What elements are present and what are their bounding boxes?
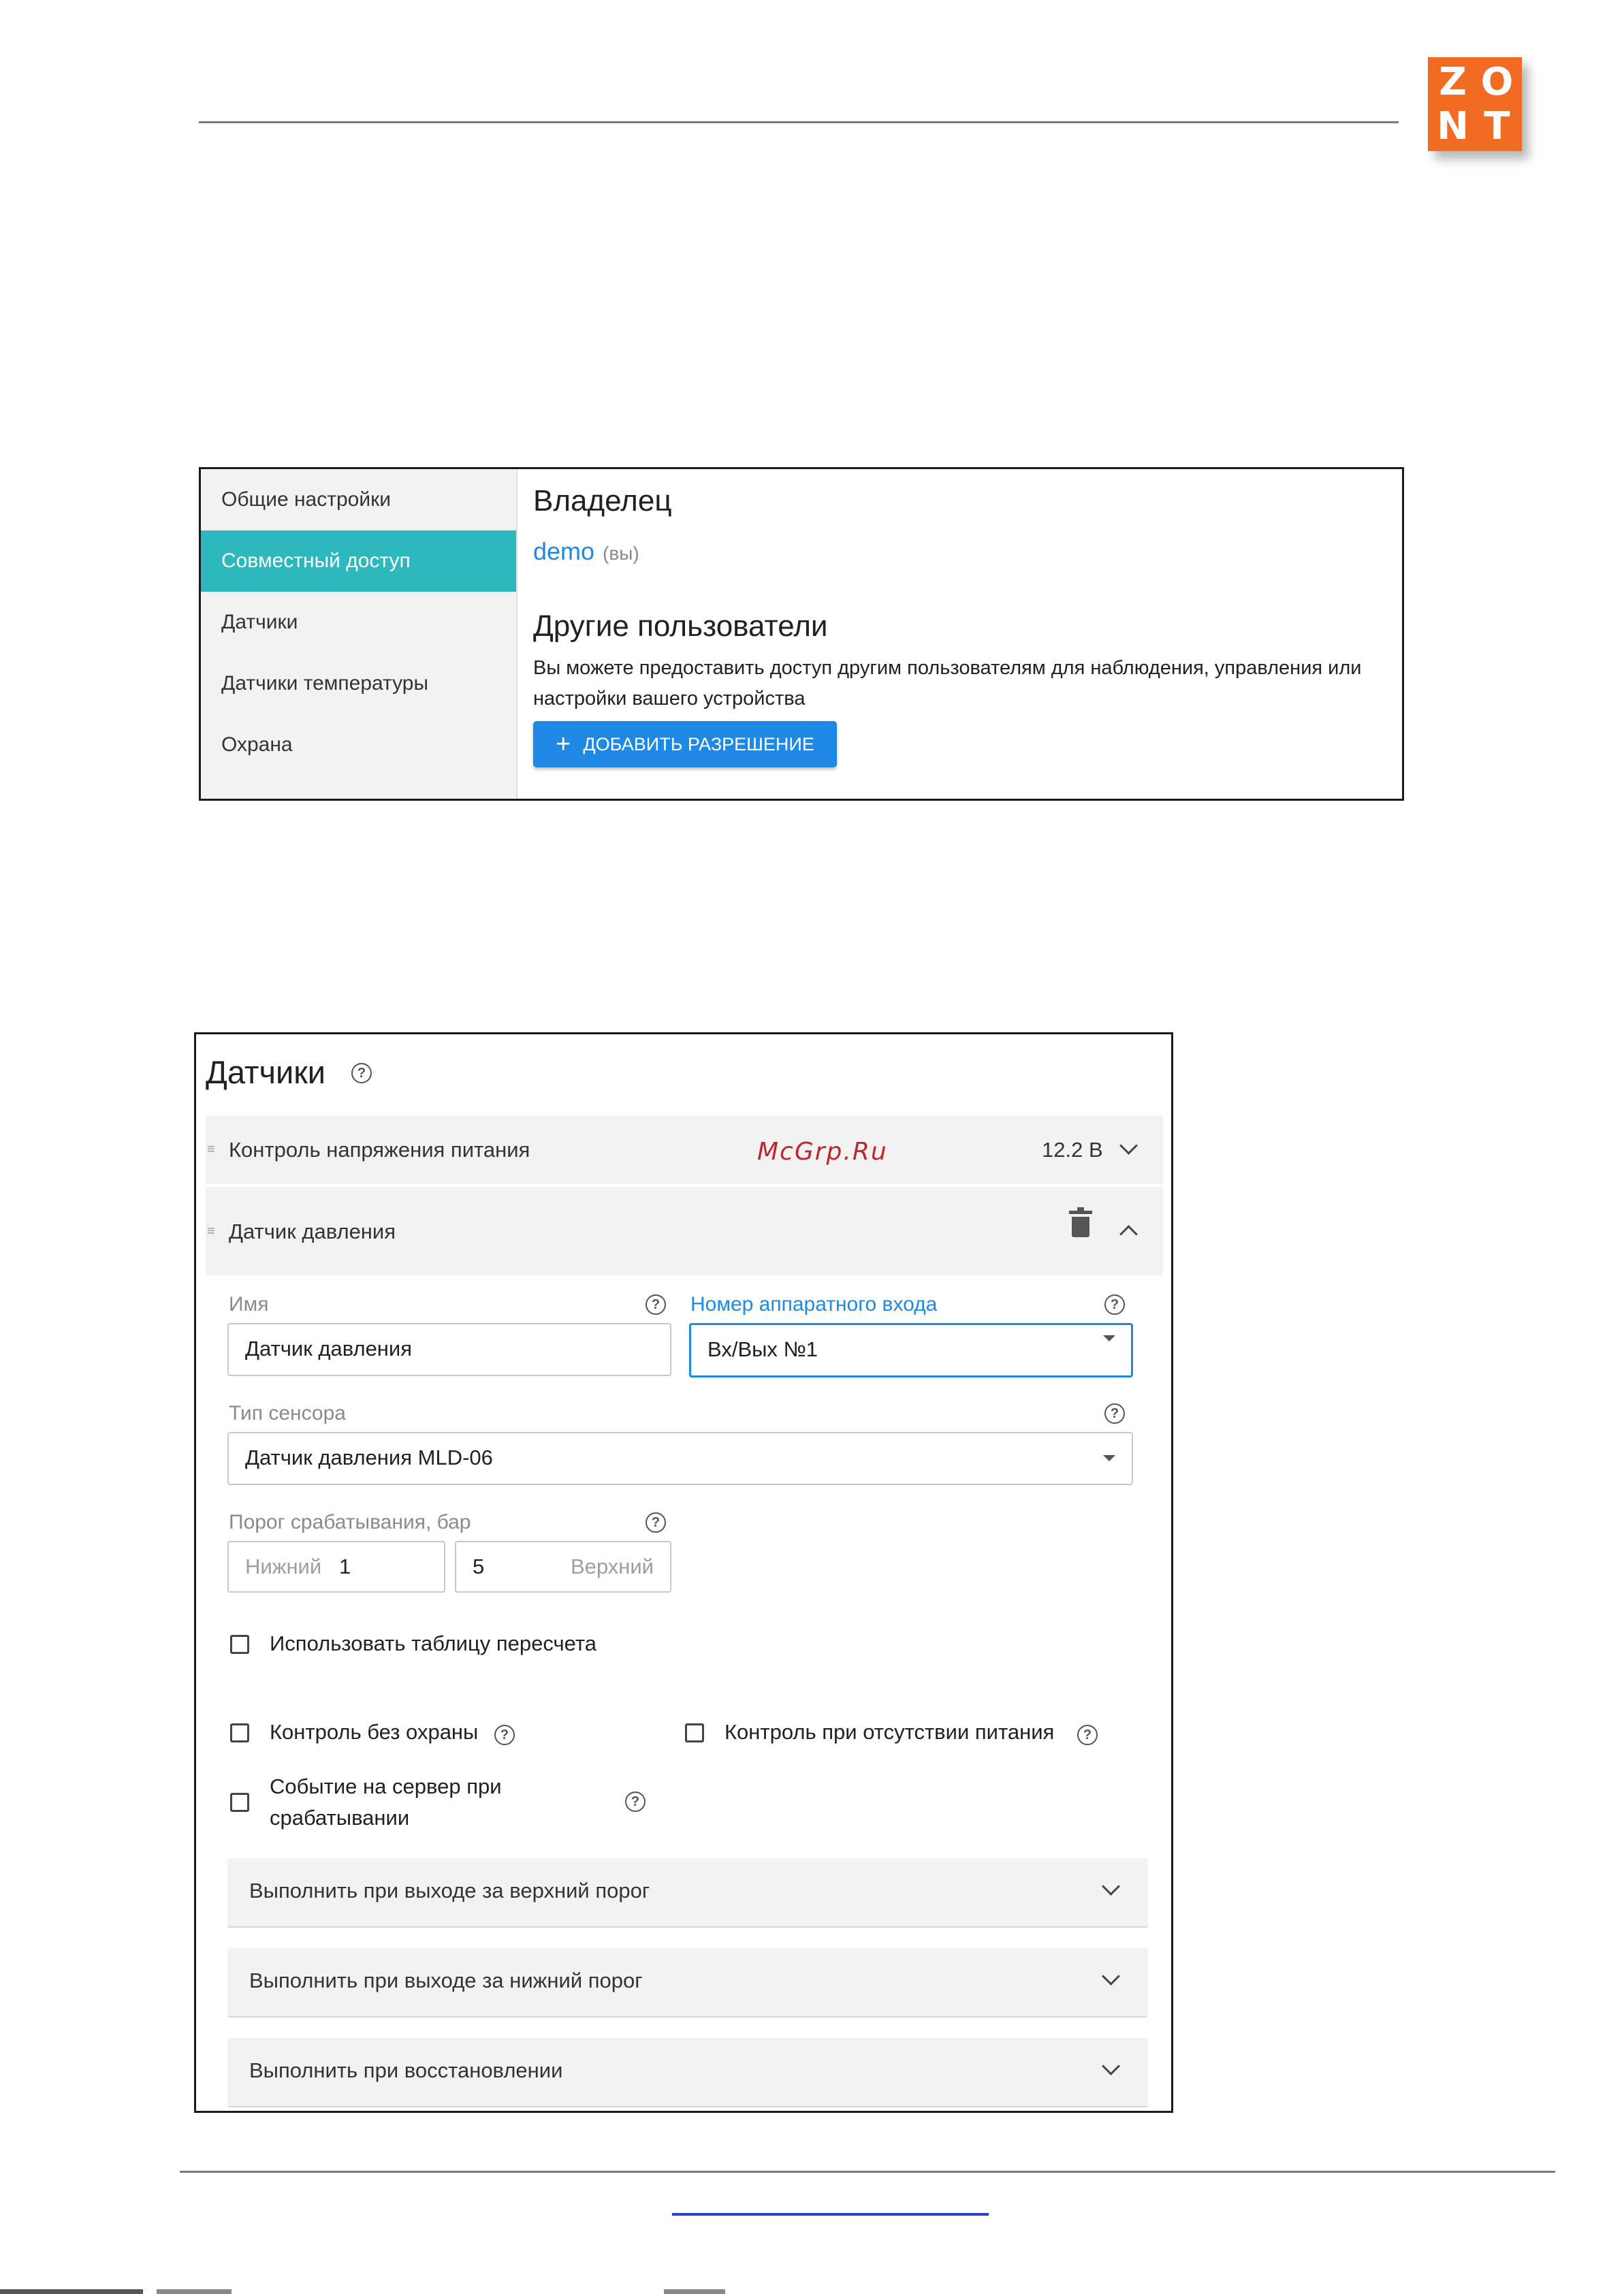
help-icon[interactable]: ? <box>646 1512 666 1533</box>
sidebar-item-guard[interactable]: Охрана <box>221 733 293 756</box>
drag-handle-icon[interactable]: ≡ <box>207 1142 214 1157</box>
action-upper-label: Выполнить при выходе за верхний порог <box>249 1879 650 1902</box>
control-no-guard-checkbox[interactable] <box>230 1723 249 1742</box>
control-no-guard-label: Контроль без охраны <box>270 1720 479 1744</box>
caret-down-icon[interactable] <box>1103 1455 1115 1461</box>
upper-placeholder: Верхний <box>570 1555 654 1578</box>
action-restore-label: Выполнить при восстановлении <box>249 2058 563 2082</box>
sharing-panel <box>199 467 1404 801</box>
pressure-sensor-label: Датчик давления <box>229 1220 396 1243</box>
conversion-table-checkbox[interactable] <box>230 1635 249 1654</box>
control-no-power-label: Контроль при отсутствии питания <box>725 1720 1055 1744</box>
sensor-type-select[interactable]: Датчик давления MLD-06 <box>227 1432 1133 1485</box>
conversion-table-label: Использовать таблицу пересчета <box>270 1631 596 1655</box>
chevron-down-icon[interactable] <box>1102 1877 1120 1896</box>
name-label: Имя <box>229 1293 269 1316</box>
name-input[interactable]: Датчик давления <box>227 1323 671 1376</box>
logo-letter: T <box>1484 104 1510 148</box>
sidebar-item-sharing[interactable]: Совместный доступ <box>201 530 516 592</box>
owner-link[interactable]: demo <box>533 537 595 565</box>
logo-letter: Z <box>1439 60 1467 104</box>
help-icon[interactable]: ? <box>1104 1403 1125 1424</box>
voltage-control-row[interactable] <box>206 1116 1163 1184</box>
other-users-heading: Другие пользователи <box>533 609 828 643</box>
chevron-up-icon[interactable] <box>1119 1225 1138 1243</box>
sensors-title: Датчики <box>206 1054 326 1090</box>
upper-threshold-input[interactable] <box>455 1541 671 1593</box>
lower-placeholder: Нижний <box>245 1555 322 1578</box>
action-restore[interactable] <box>227 2038 1148 2107</box>
watermark-text: McGrp.Ru <box>757 1138 888 1166</box>
sidebar-item-temp-sensors[interactable]: Датчики температуры <box>221 672 429 695</box>
page-edge-artifact <box>157 2289 232 2294</box>
hardware-input-select[interactable]: Вх/Вых №1 <box>689 1323 1133 1377</box>
voltage-control-label: Контроль напряжения питания <box>229 1138 530 1162</box>
help-icon[interactable]: ? <box>646 1294 666 1315</box>
sensor-type-label: Тип сенсора <box>229 1402 346 1424</box>
sidebar-item-general[interactable]: Общие настройки <box>221 488 391 511</box>
header-divider <box>199 121 1399 123</box>
footer-divider <box>180 2171 1555 2173</box>
help-icon[interactable]: ? <box>351 1063 372 1083</box>
server-event-label-line2: срабатывании <box>270 1806 410 1830</box>
help-icon[interactable]: ? <box>625 1791 646 1812</box>
action-lower-threshold[interactable] <box>227 1948 1148 2018</box>
server-event-checkbox[interactable] <box>230 1793 249 1812</box>
hardware-input-label: Номер аппаратного входа <box>690 1293 938 1316</box>
action-lower-label: Выполнить при выходе за нижний порог <box>249 1969 643 1992</box>
action-upper-threshold[interactable] <box>227 1858 1148 1928</box>
chevron-down-icon[interactable] <box>1102 1967 1120 1986</box>
settings-sidebar <box>201 469 518 799</box>
drag-handle-icon[interactable]: ≡ <box>207 1224 214 1239</box>
lower-threshold-input[interactable] <box>227 1541 445 1593</box>
logo-letter: N <box>1437 104 1469 148</box>
sensors-panel <box>194 1032 1173 2113</box>
threshold-label: Порог срабатывания, бар <box>229 1511 471 1533</box>
chevron-down-icon[interactable] <box>1119 1136 1138 1155</box>
logo-letter: O <box>1480 60 1514 104</box>
server-event-label-line1: Событие на сервер при <box>270 1774 502 1798</box>
caret-down-icon[interactable] <box>1103 1335 1115 1341</box>
sidebar-item-sensors[interactable]: Датчики <box>221 611 298 633</box>
help-icon[interactable]: ? <box>1077 1725 1098 1745</box>
add-permission-button[interactable] <box>533 721 837 767</box>
owner-you-note: (вы) <box>603 543 639 564</box>
help-icon[interactable]: ? <box>494 1725 515 1745</box>
owner-heading: Владелец <box>533 484 672 517</box>
pressure-sensor-row[interactable] <box>206 1187 1163 1275</box>
upper-threshold-value: 5 <box>473 1555 485 1578</box>
page-edge-artifact <box>664 2289 725 2294</box>
help-icon[interactable]: ? <box>1104 1294 1125 1315</box>
plus-icon: + <box>556 730 571 759</box>
chevron-down-icon[interactable] <box>1102 2057 1120 2075</box>
sharing-description: Вы можете предоставить доступ другим пользователям для наблюдения, управления или настройки вашего устройства <box>533 657 1362 710</box>
trash-icon[interactable] <box>1072 1217 1089 1237</box>
zont-logo <box>1428 57 1522 151</box>
lower-threshold-value: 1 <box>339 1555 351 1578</box>
control-no-power-checkbox[interactable] <box>685 1723 704 1742</box>
footer-link-underline[interactable] <box>672 2213 989 2216</box>
page-edge-artifact <box>0 2289 143 2294</box>
voltage-value: 12.2 В <box>1042 1138 1103 1162</box>
add-permission-label: ДОБАВИТЬ РАЗРЕШЕНИЕ <box>583 734 814 754</box>
